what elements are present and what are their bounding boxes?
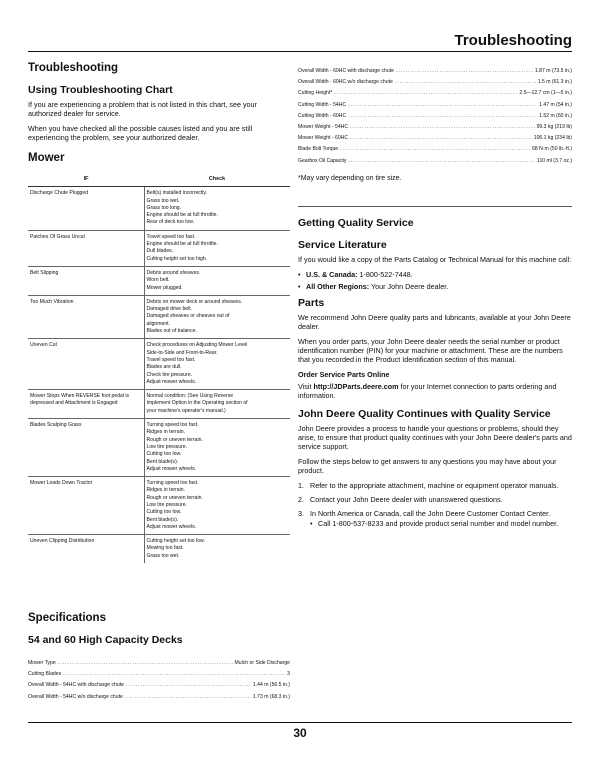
check-item: Adjust mower wheels. (146, 523, 197, 530)
spec-label: Cutting Height* (298, 90, 333, 97)
spec-value: 1.87 m (73.5 in.) (534, 68, 572, 74)
check-item: alignment. (146, 320, 171, 327)
check-cell (144, 390, 290, 419)
check-item: Damaged sheaves or sheaves out of (146, 313, 230, 320)
check-item: Damaged drive belt. (146, 306, 193, 313)
parts-paragraph-1: We recommend John Deere quality parts and lubricants, available at your John Deere dealer. (298, 312, 571, 331)
check-item: Bent blade(s). (146, 458, 179, 465)
intro-paragraph-2: When you have checked all the possible causes listed and you are still experiencing the problem, see your authorized dealer. (28, 124, 253, 142)
spec-row (298, 100, 572, 111)
column-header-if: IF (28, 174, 144, 187)
spec-row (298, 122, 572, 133)
list-item (298, 282, 572, 291)
parts-title: Parts (298, 296, 325, 309)
spec-label: Gearbox Oil Capacity (298, 157, 347, 164)
list-item (298, 481, 572, 490)
left-column (28, 62, 290, 563)
step-number: 3. (298, 508, 304, 518)
table-row (28, 339, 290, 390)
spec-leader-dots (350, 122, 535, 133)
quality-service-title: Getting Quality Service (298, 216, 414, 229)
quality-continues-paragraph-2: Follow the steps below to get answers to any questions you may have about your product. (298, 456, 557, 475)
step-text: In North America or Canada, call the John Deere Customer Contact Center. (310, 508, 551, 518)
step-number: 2. (298, 494, 304, 504)
table-row (28, 390, 290, 419)
spec-row (28, 692, 290, 703)
service-literature-title: Service Literature (298, 238, 387, 251)
check-item: Rough or uneven terrain. (146, 494, 203, 501)
contact-label: U.S. & Canada: (306, 269, 358, 279)
check-item: Ridges in terrain. (146, 429, 186, 436)
spec-value: 1.52 m (60 in.) (539, 112, 572, 119)
troubleshooting-table (28, 174, 290, 563)
section-divider (298, 206, 572, 207)
order-online-title: Order Service Parts Online (298, 369, 390, 379)
contact-list (298, 270, 572, 291)
list-item (298, 495, 572, 504)
spec-row (298, 77, 572, 88)
spec-leader-dots (350, 133, 532, 144)
spec-row (28, 680, 290, 691)
check-item: Normal condition: (See Using Reverse (146, 393, 234, 400)
spec-leader-dots (63, 669, 285, 680)
if-cell: Uneven Cut (28, 339, 144, 390)
table-row (28, 419, 290, 477)
contact-label: All Other Regions: (306, 281, 370, 291)
column-header-check: Check (144, 174, 290, 187)
check-item: Grass too wet. (146, 197, 180, 204)
check-cell (144, 266, 290, 295)
if-cell: Too Much Vibration (28, 295, 144, 338)
check-item: Belt(s) installed incorrectly. (146, 190, 207, 197)
if-cell: Mower Loads Down Tractor (28, 477, 144, 535)
spec-row (298, 144, 572, 155)
spec-label: Cutting Width - 60HC (298, 112, 347, 119)
spec-leader-dots (348, 156, 535, 167)
spec-label: Overall Width - 60HC with discharge chute (298, 68, 394, 74)
spec-row (298, 88, 572, 99)
check-item: Grass too long. (146, 204, 182, 211)
check-item: Cutting too low. (146, 509, 182, 516)
spec-row (298, 66, 572, 77)
online-prefix: Visit (298, 381, 314, 391)
tire-size-note: *May vary depending on tire size. (298, 174, 402, 182)
spec-value: 110 ml (3.7 oz.) (536, 157, 572, 164)
spec-value: 99.3 kg (219 lb) (536, 124, 572, 131)
contact-value: Your John Deere dealer. (370, 281, 449, 291)
check-item: Check procedures on Adjusting Mower Level (146, 342, 248, 349)
spec-leader-dots (58, 658, 233, 669)
spec-label: Cutting Width - 54HC (298, 101, 347, 108)
table-row (28, 230, 290, 266)
order-online-text (298, 382, 572, 400)
check-item: Ridges in terrain. (146, 487, 186, 494)
step-text: Refer to the appropriate attachment, machine or equipment operator manuals. (310, 480, 559, 490)
online-suffix: for your Internet connection to parts ordering and information. (298, 381, 557, 400)
mower-title: Mower (28, 152, 65, 164)
check-item: Worn belt. (146, 277, 170, 284)
page-number: 30 (293, 726, 307, 740)
table-row (28, 266, 290, 295)
step-number: 1. (298, 480, 304, 490)
step-text: Contact your John Deere dealer with unanswered questions. (310, 494, 503, 504)
spec-row (28, 669, 290, 680)
spec-leader-dots (126, 680, 251, 691)
check-item: Low tire pressure. (146, 501, 187, 508)
spec-value: 68 N·m (50 lb.-ft.) (532, 146, 572, 153)
spec-value: 1.44 m (56.5 in.) (252, 682, 290, 689)
check-item: Turning speed too fast. (146, 480, 199, 487)
spec-list-right (298, 66, 572, 167)
spec-row (298, 156, 572, 167)
check-cell (144, 187, 290, 230)
spec-leader-dots (396, 66, 533, 77)
spec-row (298, 133, 572, 144)
intro-paragraph-1: If you are experiencing a problem that is not listed in this chart, see your authorized dealer for service. (28, 100, 257, 118)
spec-label: Mower Weight - 60HC (298, 135, 349, 142)
steps-list (298, 481, 572, 528)
check-item: Adjust mower wheels. (146, 378, 197, 385)
list-item (298, 509, 572, 528)
check-item: Grass too wet. (146, 552, 180, 559)
spec-list-left (28, 658, 290, 703)
spec-label: Blade Bolt Torque (298, 146, 339, 153)
spec-value: 2.5—12.7 cm (1—5 in.) (519, 90, 572, 97)
table-row (28, 187, 290, 230)
if-cell: Discharge Chute Plugged (28, 187, 144, 230)
check-item: Engine should be at full throttle. (146, 241, 218, 248)
check-item: Cutting too low. (146, 451, 182, 458)
table-header-row (28, 174, 290, 187)
check-item: Implement Option in the Operating section of (146, 400, 248, 407)
check-item: Mower plugged. (146, 284, 183, 291)
table-body (28, 187, 290, 563)
list-item (298, 270, 572, 279)
check-item: Debris on mower deck or around sheaves. (146, 298, 243, 305)
check-item: Low tire pressure. (146, 443, 187, 450)
check-item: Turning speed too fast. (146, 422, 199, 429)
spec-leader-dots (334, 88, 517, 99)
quality-continues-title: John Deere Quality Continues with Quality Service (298, 407, 551, 420)
check-cell (144, 295, 290, 338)
spec-leader-dots (348, 111, 537, 122)
spec-row (298, 111, 572, 122)
list-item: • Call 1-800-537-8233 and provide product serial number and model number. (310, 519, 572, 528)
chart-title: Using Troubleshooting Chart (28, 84, 173, 96)
spec-value: 3 (287, 671, 290, 678)
check-item: Cutting height set too high. (146, 255, 208, 262)
if-cell: Mower Stops When REVERSE foot pedal is depressed and Attachment is Engaged (28, 390, 144, 419)
check-item: Blades out of balance. (146, 328, 197, 335)
check-item: Travel speed too fast. (146, 233, 196, 240)
bottom-specs (28, 612, 290, 703)
spec-value: 1.5 m (61.3 in.) (537, 79, 572, 86)
table-row (28, 477, 290, 535)
spec-label: Mower Weight - 54HC (298, 124, 349, 131)
spec-label: Overall Width - 54HC w/o discharge chute (28, 693, 123, 700)
spec-value: 1.47 m (54 in.) (539, 101, 572, 108)
spec-value: 106.1 kg (234 lb) (533, 135, 572, 142)
specifications-title: Specifications (28, 612, 106, 624)
check-cell (144, 339, 290, 390)
check-cell (144, 230, 290, 266)
service-literature-text: If you would like a copy of the Parts Catalog or Technical Manual for this machine call: (298, 254, 572, 264)
check-cell (144, 535, 290, 563)
check-item: Side-to-Side and Front-to-Rear. (146, 349, 218, 356)
spec-leader-dots (395, 77, 536, 88)
check-item: Mowing too fast. (146, 545, 184, 552)
check-item: Cutting height set too low. (146, 538, 205, 545)
if-cell: Uneven Clipping Distribution (28, 535, 144, 563)
table-row (28, 295, 290, 338)
check-cell (144, 419, 290, 477)
check-item: Blades are dull. (146, 364, 182, 371)
parts-website-link[interactable]: http://JDParts.deere.com (313, 381, 399, 391)
if-cell: Patches Of Grass Uncut (28, 230, 144, 266)
spec-label: Mower Type (28, 660, 56, 666)
table-row (28, 535, 290, 563)
check-item: Debris around sheaves. (146, 269, 201, 276)
section-title: Troubleshooting (28, 62, 119, 74)
quality-continues-paragraph-1: John Deere provides a process to handle your questions or problems, should they arise, to ensure that product quality continues with your John Deere dealer's parts and service support. (298, 423, 572, 451)
check-item: Rough or uneven terrain. (146, 436, 203, 443)
spec-label: Overall Width - 54HC with discharge chute (28, 682, 124, 689)
check-cell (144, 477, 290, 535)
spec-leader-dots (348, 100, 537, 111)
spec-label: Cutting Blades (28, 671, 62, 678)
if-cell: Blades Scalping Grass (28, 419, 144, 477)
check-item: Bent blade(s). (146, 516, 179, 523)
spec-leader-dots (125, 692, 251, 703)
check-item: Travel speed too fast. (146, 356, 196, 363)
spec-value: 1.73 m (68.3 in.) (252, 693, 290, 700)
check-item: Dull blades. (146, 248, 174, 255)
page-footer (28, 722, 572, 740)
parts-paragraph-2: When you order parts, your John Deere dealer needs the serial number or product identification number (PIN) for your machine or attachment. These are the numbers that you recorded in the Product Identification section of this manual. (298, 336, 563, 364)
page-title: Troubleshooting (454, 32, 572, 49)
check-item: Rear of deck too low. (146, 219, 195, 226)
contact-value: 1-800-522-7448. (359, 269, 413, 279)
spec-row (28, 658, 290, 669)
right-column (298, 62, 572, 533)
check-item: Engine should be at full throttle. (146, 212, 218, 219)
check-item: Check tire pressure. (146, 371, 193, 378)
page-header (28, 30, 572, 52)
check-item: your machine's operator's manual.) (146, 407, 226, 414)
spec-label: Overall Width - 60HC w/o discharge chute (298, 79, 393, 86)
decks-title: 54 and 60 High Capacity Decks (28, 634, 183, 646)
check-item: Adjust mower wheels. (146, 465, 197, 472)
spec-leader-dots (340, 144, 530, 155)
if-cell: Belt Slipping (28, 266, 144, 295)
sub-step-list (310, 519, 572, 528)
spec-value: Mulch or Side Discharge (234, 660, 290, 666)
